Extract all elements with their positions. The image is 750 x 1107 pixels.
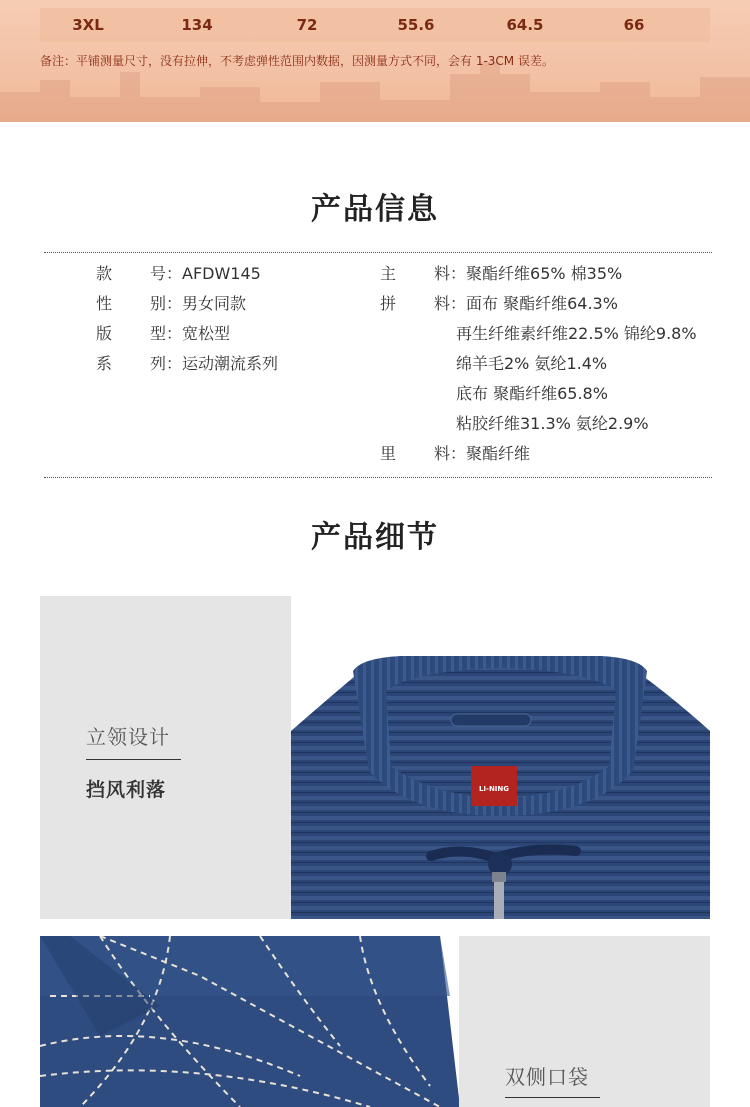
info-value: AFDW145 — [182, 264, 261, 283]
divider-bottom — [44, 477, 712, 478]
info-label: 款号 — [96, 264, 166, 283]
size-cell: 72 — [296, 16, 318, 34]
jacket-collar-image — [291, 596, 710, 919]
size-cell: 3XL — [72, 16, 104, 34]
jacket-pocket-image — [40, 936, 460, 1107]
size-table-row — [40, 8, 710, 42]
detail-title-pocket: 双侧口袋 — [505, 1065, 589, 1089]
info-label: 里料 — [380, 444, 450, 463]
info-value: 聚酯纤维 — [466, 444, 531, 463]
info-label: 版型 — [96, 324, 166, 343]
detail-subtitle-collar: 挡风利落 — [86, 779, 167, 801]
info-value: 男女同款 — [182, 294, 247, 313]
collar-photo — [291, 596, 710, 919]
info-value-line: 再生纤维素纤维22.5% 锦纶9.8% — [456, 324, 697, 343]
product-detail-title: 产品细节 — [311, 520, 439, 555]
product-info-title: 产品信息 — [311, 192, 439, 227]
info-row-fit: 版型：宽松型 — [96, 319, 230, 349]
info-row-lining: 里料：聚酯纤维 — [380, 439, 530, 469]
info-value: 面布 聚酯纤维64.3% — [466, 294, 618, 313]
size-cell: 64.5 — [506, 16, 544, 34]
pocket-photo — [40, 936, 460, 1107]
info-label: 性别 — [96, 294, 166, 313]
size-note: 备注：平铺测量尺寸，没有拉伸，不考虑弹性范围内数据，因测量方式不同，会有 1-3CM 误差。 — [40, 54, 554, 68]
info-value: 运动潮流系列 — [182, 354, 279, 373]
info-row-style-no: 款号：AFDW145 — [96, 259, 261, 289]
brand-tag-text: LI-NING — [478, 785, 510, 793]
info-value: 宽松型 — [182, 324, 231, 343]
info-row-panel-material: 拼料：面布 聚酯纤维64.3% — [380, 289, 618, 319]
size-cell: 66 — [623, 16, 645, 34]
info-label: 拼料 — [380, 294, 450, 313]
info-label: 主料 — [380, 264, 450, 283]
size-cell: 55.6 — [397, 16, 435, 34]
detail-divider — [505, 1097, 600, 1098]
info-value: 聚酯纤维65% 棉35% — [466, 264, 623, 283]
info-value-line: 底布 聚酯纤维65.8% — [456, 384, 608, 403]
divider-top — [44, 252, 712, 253]
size-cell: 134 — [181, 16, 213, 34]
info-row-main-material: 主料：聚酯纤维65% 棉35% — [380, 259, 622, 289]
info-value-line: 粘胶纤维31.3% 氨纶2.9% — [456, 414, 649, 433]
detail-title-collar: 立领设计 — [86, 725, 170, 749]
info-row-gender: 性别：男女同款 — [96, 289, 246, 319]
info-label: 系列 — [96, 354, 166, 373]
size-table-banner — [0, 0, 750, 122]
detail-panel-collar — [40, 596, 292, 919]
detail-divider — [86, 759, 181, 760]
info-row-series: 系列：运动潮流系列 — [96, 349, 278, 379]
info-value-line: 绵羊毛2% 氨纶1.4% — [456, 354, 608, 373]
